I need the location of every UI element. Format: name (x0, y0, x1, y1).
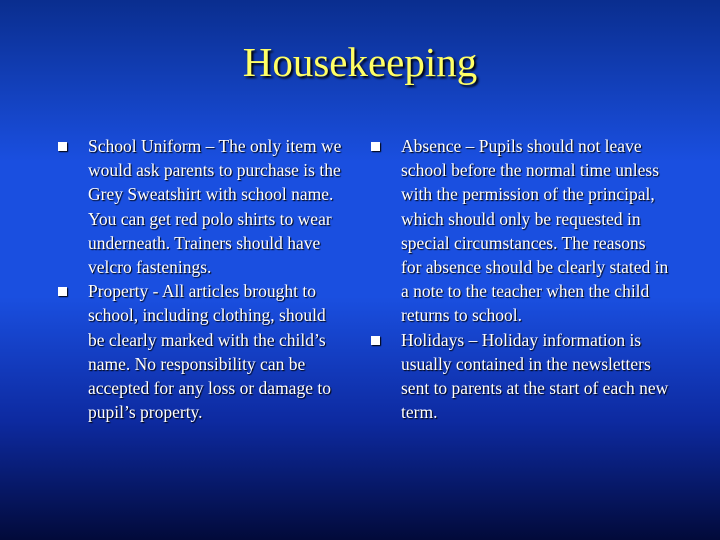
bullet-item-property (56, 279, 346, 424)
bullet-item-school-uniform (56, 134, 346, 279)
square-bullet-icon (58, 287, 67, 296)
slide-title: Housekeeping (242, 39, 478, 85)
square-bullet-icon (371, 336, 380, 345)
square-bullet-icon (58, 142, 67, 151)
right-bullet-list (369, 134, 669, 424)
bullet-text: School Uniform – The only item we would ask parents to purchase is the Grey Sweatshirt with school name. You can get red polo shirts to wear underneath. Trainers should have velcro fastenings. (88, 136, 342, 278)
bullet-text: Holidays – Holiday information is usually contained in the newsletters sent to parents at the start of each new term. (401, 329, 669, 423)
bullet-text: Absence – Pupils should not leave school before the normal time unless with the permission of the principal, which should only be requested in special circumstances. The reasons for absence should be clearly stated in a note to the teacher when the child returns to school. (401, 136, 669, 326)
square-bullet-icon (371, 142, 380, 151)
bullet-item-holidays (369, 328, 669, 425)
left-bullet-list (56, 134, 346, 424)
bullet-text: Property - All articles brought to school, including clothing, should be clearly marked with the child’s name. No responsibility can be accepted for any loss or damage to pupil’s property. (88, 281, 331, 423)
bullet-item-absence (369, 134, 669, 328)
